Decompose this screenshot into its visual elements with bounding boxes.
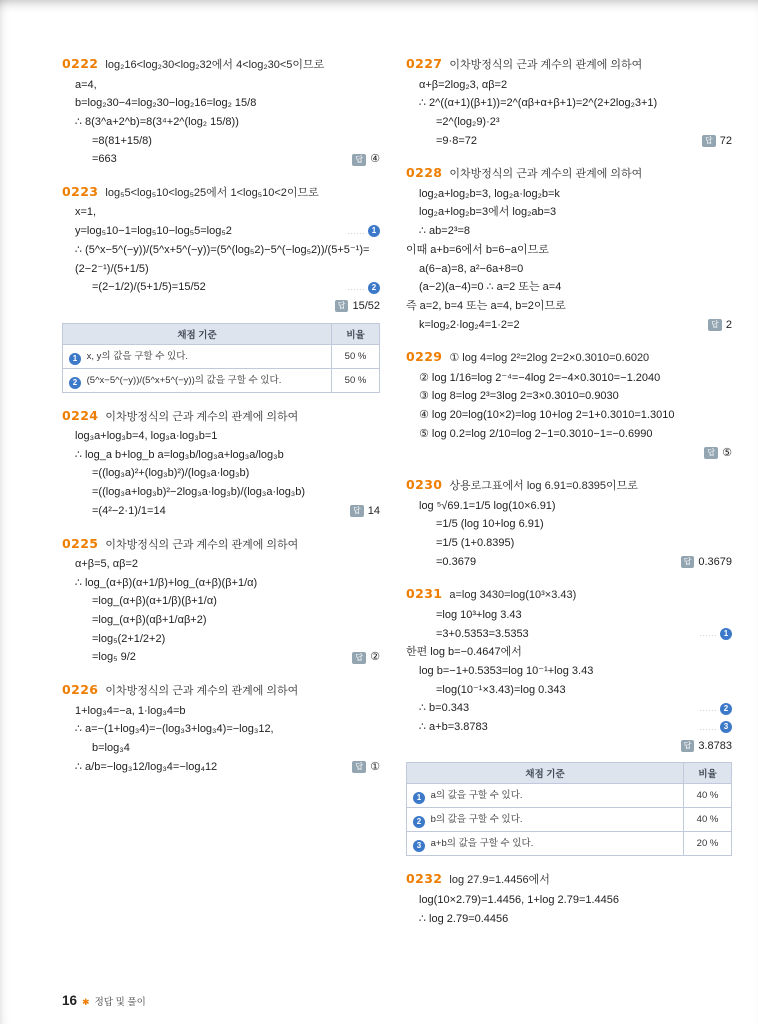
table-row [407,808,732,832]
table-row [63,344,380,368]
math-line: ∴ log 2.79=0.4456 [419,912,509,925]
answer-icon: 답 [352,761,366,773]
page-footer [62,985,732,1008]
criteria-header: 채점 기준 [63,323,332,344]
problem-intro: log₅5<log₅10<log₅25에서 1<log₅10<2이므로 [105,186,319,199]
page-number: 16 [62,993,78,1008]
step-number-badge: 2 [368,282,380,294]
footer-label: 정답 및 풀이 [94,997,146,1008]
problem-intro: 상용로그표에서 log 6.91=0.8395이므로 [449,480,638,493]
problem-intro: ① log 4=log 2²=2log 2=2×0.3010=0.6020 [449,352,650,365]
criteria-cell [407,832,684,856]
criteria-cell [63,344,332,368]
ratio-cell: 40 % [684,784,732,808]
answer-line [62,297,380,316]
grading-table [406,762,732,856]
step-number-badge: 2 [69,377,81,389]
math-line [62,278,380,297]
problem-0226 [62,682,380,776]
math-line: a(6−a)=8, a²−6a+8=0 [419,262,524,275]
math-line [406,699,732,718]
math-line: =1/5 (1+0.8395) [436,537,515,550]
math-line: x=1, [75,206,97,219]
step-marker [699,701,732,716]
answer-icon: 답 [704,447,718,459]
step-number-badge: 1 [69,353,81,365]
criteria-text: x, y의 값을 구할 수 있다. [86,350,189,362]
answer-badge [702,132,732,151]
step-marker [699,720,732,735]
answer-value: 15/52 [352,299,380,312]
problem-number: 0224 [62,407,99,423]
problem-header [406,871,732,889]
ratio-header: 비율 [684,763,732,784]
criteria-text: a+b의 값을 구할 수 있다. [430,838,534,850]
problem-number: 0225 [62,535,99,551]
math-text: =663 [92,153,117,166]
step-number-badge: 1 [368,225,380,237]
problem-0222 [62,56,380,169]
step-marker [699,626,732,641]
math-line: 이때 a+b=6에서 b=6−a이므로 [406,243,549,256]
math-line [62,222,380,241]
math-line: ⑤ log 0.2=log 2/10=log 2−1=0.3010−1=−0.6990 [419,427,653,440]
leader-dots: …… [699,721,717,732]
math-line: log₂a+log₂b=3에서 log₂ab=3 [419,206,557,219]
math-line [62,150,380,169]
math-text: =9·8=72 [436,134,477,147]
problem-0230 [406,477,732,571]
table-header-row [63,323,380,344]
math-line: =1/5 (log 10+log 6.91) [436,518,544,531]
content-columns [62,56,732,985]
leader-dots: …… [347,281,365,292]
answer-badge [335,297,380,316]
table-row [63,368,380,392]
answer-icon: 답 [681,740,695,752]
math-line: =((log₃a)²+(log₃b)²)/(log₃a·log₃b) [92,467,250,480]
table-row [407,832,732,856]
math-line: α+β=5, αβ=2 [75,558,138,570]
math-line: =((log₃a+log₃b)²−2log₃a·log₃b)/(log₃a·log₃b) [92,486,306,499]
math-line [62,758,380,777]
answer-badge [704,444,732,463]
step-number-badge: 1 [413,792,425,804]
math-line: =log(10⁻¹×3.43)=log 0.343 [436,683,566,696]
problem-intro: a=log 3430=log(10³×3.43) [449,589,577,602]
ratio-cell: 20 % [684,832,732,856]
answer-line [406,737,732,756]
answer-icon: 답 [352,652,366,664]
math-line: log(10×2.79)=1.4456, 1+log 2.79=1.4456 [419,893,620,906]
criteria-text: (5^x−5^(−y))/(5^x+5^(−y))의 값을 구할 수 있다. [86,374,282,386]
math-line: ∴ log_a b+log_b a=log₃b/log₃a+log₃a/log₃b [75,448,284,461]
problem-intro: 이차방정식의 근과 계수의 관계에 의하여 [105,685,299,698]
answer-value: 2 [725,318,732,331]
math-line: ∴ a=−(1+log₃4)=−(log₃3+log₃4)=−log₃12, [75,723,274,736]
problem-0229 [406,349,732,462]
math-text: =(4²−2·1)/1=14 [92,504,166,517]
problem-header [62,408,380,426]
math-text: y=log₅10−1=log₅10−log₅5=log₅2 [75,225,232,238]
ratio-cell: 50 % [332,344,380,368]
step-number-badge: 3 [720,721,732,733]
answer-icon: 답 [350,505,364,517]
step-marker [347,224,380,239]
answer-value: 14 [367,504,380,517]
math-line: ∴ ab=2³=8 [419,225,471,238]
answer-badge [681,553,732,572]
asterisk-icon: ✱ [82,997,90,1007]
math-line: log b=−1+0.5353=log 10⁻¹+log 3.43 [419,665,594,677]
problem-number: 0223 [62,183,99,199]
leader-dots: …… [699,628,717,639]
problem-0225 [62,536,380,668]
math-line: log ⁵√69.1=1/5 log(10×6.91) [419,499,556,512]
problem-number: 0226 [62,682,99,698]
problem-number: 0232 [406,871,443,887]
math-line: log₃a+log₃b=4, log₃a·log₃b=1 [75,430,218,443]
math-line: ④ log 20=log(10×2)=log 10+log 2=1+0.3010=1.3010 [419,409,675,422]
answer-icon: 답 [681,556,695,568]
math-line: ∴ 2^((α+1)(β+1))=2^(αβ+α+β+1)=2^(2+2log₂3+1) [419,97,658,110]
leader-dots: …… [699,703,717,714]
math-line [406,132,732,151]
math-text: =log₅ 9/2 [92,651,136,664]
math-line: =log 10³+log 3.43 [436,608,522,621]
problem-number: 0229 [406,349,443,365]
grading-table [62,323,380,393]
answer-value: ① [370,760,380,773]
problem-header [406,56,732,74]
leader-dots: …… [347,225,365,236]
left-column [62,56,380,791]
answer-icon: 답 [352,154,366,166]
problem-0223 [62,184,380,393]
step-number-badge: 1 [720,628,732,640]
criteria-cell [63,368,332,392]
problem-0228 [406,165,732,334]
math-text: k=log₂2·log₂4=1·2=2 [419,318,520,331]
math-line: ② log 1/16=log 2⁻⁴=−4log 2=−4×0.3010=−1.2040 [419,371,661,384]
math-line: =log_(α+β)(α+1/β)(β+1/α) [92,595,217,608]
math-line: log₂a+log₂b=3, log₂a·log₂b=k [419,187,560,200]
problem-number: 0227 [406,56,443,71]
math-line [62,648,380,667]
table-header-row [407,763,732,784]
math-line [406,625,732,644]
answer-badge [708,316,732,335]
math-line [62,502,380,521]
math-line: =8(81+15/8) [92,134,152,147]
math-line: (a−2)(a−4)=0 ∴ a=2 또는 a=4 [419,281,562,294]
math-text: =0.3679 [436,555,477,568]
problem-intro: 이차방정식의 근과 계수의 관계에 의하여 [105,538,299,551]
step-number-badge: 2 [720,703,732,715]
problem-header [62,56,380,74]
problem-header [62,184,380,202]
problem-0231 [406,586,732,856]
criteria-header: 채점 기준 [407,763,684,784]
math-line: =2^(log₂9)·2³ [436,115,500,128]
ratio-header: 비율 [332,323,380,344]
step-marker [347,280,380,295]
problem-header [406,586,732,604]
math-line: ∴ log_(α+β)(α+1/β)+log_(α+β)(β+1/α) [75,576,258,589]
math-line: a=4, [75,78,97,91]
math-line: =log_(α+β)(αβ+1/αβ+2) [92,614,207,627]
math-line: 한편 log b=−0.4647에서 [406,646,522,659]
problem-intro: log₂16<log₂30<log₂32에서 4<log₂30<5이므로 [105,59,325,71]
problem-intro: 이차방정식의 근과 계수의 관계에 의하여 [449,168,643,181]
criteria-cell [407,784,684,808]
ratio-cell: 50 % [332,368,380,392]
problem-header [406,165,732,183]
criteria-text: a의 값을 구할 수 있다. [430,790,523,802]
math-line: =log₅(2+1/2+2) [92,632,166,645]
math-line: ∴ (5^x−5^(−y))/(5^x+5^(−y))=(5^(log₅2)−5^(−log₅2))/(5+5⁻¹)=(2−2⁻¹)/(5+1/5) [75,243,370,275]
problem-0224 [62,408,380,521]
answer-badge [352,648,380,667]
answer-badge [681,737,732,756]
answer-value: ④ [370,153,380,166]
math-text: ∴ a+b=3.8783 [419,721,488,734]
answer-badge [352,758,380,777]
math-line [406,316,732,335]
criteria-cell [407,808,684,832]
math-text: ∴ b=0.343 [419,702,470,715]
answer-value: ⑤ [722,446,732,459]
answer-badge [352,150,380,169]
problem-intro: 이차방정식의 근과 계수의 관계에 의하여 [449,59,643,71]
problem-0232 [406,871,732,928]
math-line [406,718,732,737]
math-line [406,553,732,572]
answer-value: ② [370,651,380,664]
problem-number: 0231 [406,586,443,602]
math-line: b=log₂30−4=log₂30−log₂16=log₂ 15/8 [75,97,257,110]
answer-value: 0.3679 [698,555,732,568]
problem-header [406,349,732,367]
problem-number: 0228 [406,165,443,181]
problem-header [62,536,380,554]
math-line: α+β=2log₂3, αβ=2 [419,78,508,91]
answer-line [406,444,732,463]
math-text: =3+0.5353=3.5353 [436,627,529,640]
problem-header [406,477,732,495]
answer-value: 3.8783 [698,739,732,752]
answer-icon: 답 [702,135,716,147]
problem-header [62,682,380,700]
criteria-text: b의 값을 구할 수 있다. [430,814,523,826]
answer-badge [350,502,380,521]
math-text: =(2−1/2)/(5+1/5)=15/52 [92,281,206,294]
problem-number: 0230 [406,477,443,493]
problem-number: 0222 [62,56,99,71]
math-text: ∴ a/b=−log₃12/log₃4=−log₄12 [75,760,218,773]
math-line: 1+log₃4=−a, 1·log₃4=b [75,704,186,717]
math-line: ③ log 8=log 2³=3log 2=3×0.3010=0.9030 [419,390,619,403]
table-row [407,784,732,808]
math-line: b=log₃4 [92,742,130,754]
answer-value: 72 [719,134,732,147]
problem-intro: 이차방정식의 근과 계수의 관계에 의하여 [105,410,299,423]
answer-icon: 답 [335,300,349,312]
ratio-cell: 40 % [684,808,732,832]
step-number-badge: 2 [413,816,425,828]
problem-intro: log 27.9=1.4456에서 [449,874,550,887]
math-line: ∴ 8(3^a+2^b)=8(3⁴+2^(log₂ 15/8)) [75,115,239,128]
math-line: 즉 a=2, b=4 또는 a=4, b=2이므로 [406,299,566,312]
answer-icon: 답 [708,319,722,331]
right-column [406,56,732,943]
step-number-badge: 3 [413,840,425,852]
problem-0227 [406,56,732,150]
